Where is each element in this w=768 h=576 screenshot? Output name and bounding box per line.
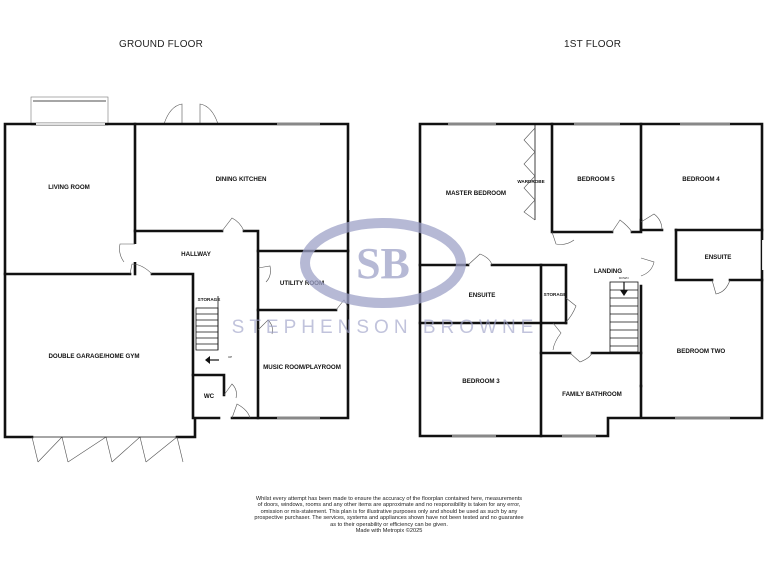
patio-door-right xyxy=(200,104,218,124)
watermark-brand: STEPHENSON BROWNE xyxy=(231,317,539,338)
landing-label: LANDING xyxy=(593,268,623,275)
master-bedroom-label: MASTER BEDROOM xyxy=(445,190,507,197)
garage-doors xyxy=(32,437,183,462)
bedroom-5-label: BEDROOM 5 xyxy=(577,176,615,183)
bedroom-two-label: BEDROOM TWO xyxy=(676,348,726,355)
watermark-monogram: SB xyxy=(356,239,410,288)
ensuite-bedroom-two-label: ENSUITE xyxy=(704,254,732,261)
ensuite-master-label: ENSUITE xyxy=(468,292,496,299)
double-garage-label: DOUBLE GARAGE/HOME GYM xyxy=(48,353,140,360)
first-stairs xyxy=(610,282,638,352)
disclaimer-line: Made with Metropix ©2025 xyxy=(355,528,423,535)
disclaimer-line: of doors, windows, rooms and any other items are approximate and no responsibility is taken for any error, xyxy=(257,502,521,509)
family-bathroom-label: FAMILY BATHROOM xyxy=(562,391,622,398)
disclaimer-line: as to their operability or efficiency can be given. xyxy=(330,521,448,528)
disclaimer-line: Whilst every attempt has been made to ensure the accuracy of the floorplan contained here, measurements xyxy=(255,496,523,502)
first-floor-plan xyxy=(420,124,763,436)
first-floor-heading: 1ST FLOOR xyxy=(564,39,622,50)
utility-room-label: UTILITY ROOM xyxy=(279,280,325,287)
stairs-down-label: DOWN xyxy=(619,276,629,280)
ground-interior-wall-garage xyxy=(5,274,193,418)
disclaimer-line: omission or mis-statement. This plan is for illustrative purposes only and should be used as such by any xyxy=(260,508,518,515)
bedroom-3-label: BEDROOM 3 xyxy=(462,378,500,385)
stephenson-browne-watermark xyxy=(232,223,539,338)
ground-floor-plan xyxy=(5,97,350,462)
ground-storage-label: STORAGE xyxy=(197,297,221,302)
first-wall-bed4 xyxy=(641,220,762,230)
stairs-up-label: UP xyxy=(228,355,233,359)
disclaimer xyxy=(228,496,550,534)
patio-door-left xyxy=(164,104,182,124)
first-storage-label: STORAGE xyxy=(543,292,567,297)
hallway-label: HALLWAY xyxy=(181,251,211,258)
bedroom-4-label: BEDROOM 4 xyxy=(682,176,720,183)
living-room-label: LIVING ROOM xyxy=(48,184,90,191)
wardrobe-doors xyxy=(524,124,535,220)
ground-stairs xyxy=(196,296,219,364)
wardrobe-label: WARDROBE xyxy=(517,179,545,184)
wc-label: WC xyxy=(203,393,215,400)
disclaimer-line: prospective purchaser. The services, systems and appliances shown have not been tested and no guarantee xyxy=(254,515,524,522)
music-room-label: MUSIC ROOM/PLAYROOM xyxy=(263,364,341,371)
ground-floor-heading: GROUND FLOOR xyxy=(119,39,204,50)
ground-interior-wall-wc xyxy=(193,375,224,395)
dining-kitchen-label: DINING KITCHEN xyxy=(215,176,267,183)
